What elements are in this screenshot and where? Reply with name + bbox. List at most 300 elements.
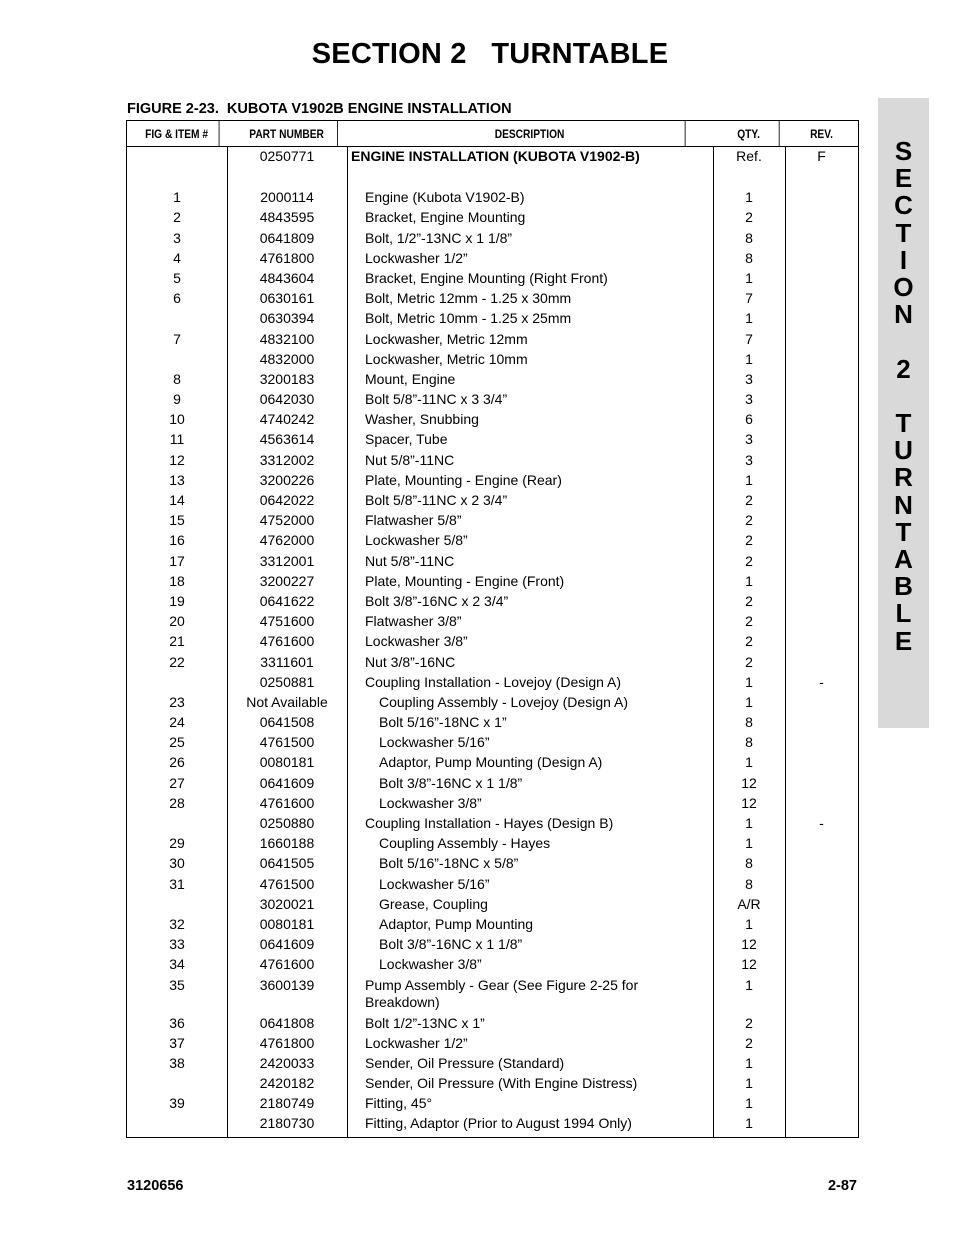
assembly-row (127, 147, 858, 167)
side-tab-letter: L (895, 598, 912, 629)
revision (785, 552, 858, 572)
part-number: 4832000 (259, 350, 315, 367)
revision (785, 208, 858, 228)
table-header (127, 121, 858, 147)
part-number: 0641609 (259, 936, 315, 953)
description: Plate, Mounting - Engine (Front) (365, 572, 565, 589)
part-number: 2180749 (259, 1095, 315, 1112)
revision (785, 955, 858, 975)
revision (785, 188, 858, 208)
quantity: Ref. (736, 148, 762, 164)
item-number (127, 673, 227, 693)
part-number: 0642022 (259, 492, 315, 508)
part-number: 3200183 (259, 370, 315, 387)
table-row (127, 895, 858, 915)
item-number (127, 1114, 227, 1134)
revision (785, 370, 858, 390)
part-number: 0641809 (259, 229, 315, 246)
table-row (127, 612, 858, 632)
table-row (127, 592, 858, 612)
description: Plate, Mounting - Engine (Rear) (365, 471, 562, 488)
description: Bolt, Metric 12mm - 1.25 x 30mm (365, 290, 572, 307)
quantity: 8 (745, 734, 753, 751)
description: Bracket, Engine Mounting (365, 209, 526, 226)
description: Bolt 3/8”-16NC x 1 1/8” (379, 774, 523, 791)
part-number: 2420182 (259, 1075, 315, 1092)
table-row (127, 451, 858, 471)
revision (785, 451, 858, 471)
item-number: 15 (169, 512, 185, 529)
table-row (127, 1034, 858, 1054)
description: Lockwasher, Metric 10mm (365, 350, 528, 367)
part-number: 0250880 (259, 815, 315, 831)
part-number: 3200226 (259, 471, 315, 488)
description: Fitting, 45° (365, 1095, 433, 1112)
col-description: DESCRIPTION (374, 121, 685, 146)
quantity: 1 (745, 1115, 753, 1132)
quantity: 8 (745, 229, 753, 246)
table-row (127, 229, 858, 249)
quantity: 1 (745, 471, 753, 488)
table-row (127, 552, 858, 572)
part-number: 4761500 (259, 875, 315, 892)
item-number: 16 (169, 532, 185, 549)
side-tab-letter: N (894, 299, 913, 330)
part-number: 4751600 (259, 613, 315, 630)
item-number (127, 309, 227, 329)
quantity: 3 (745, 391, 753, 408)
item-number: 5 (173, 269, 181, 286)
table-row (127, 1094, 858, 1114)
description: Washer, Snubbing (365, 411, 479, 428)
quantity: 1 (745, 915, 753, 932)
table-row (127, 330, 858, 350)
part-number: 2180730 (259, 1115, 315, 1132)
part-number: 4761800 (259, 1034, 315, 1051)
item-number: 13 (169, 471, 185, 488)
item-number: 21 (169, 633, 185, 650)
revision (785, 350, 858, 370)
quantity: 6 (745, 411, 753, 428)
table-row (127, 370, 858, 390)
table-row (127, 774, 858, 794)
item-number: 14 (169, 492, 185, 508)
document-number: 3120656 (127, 1178, 184, 1194)
description: Lockwasher 3/8” (379, 794, 482, 811)
column-divider (347, 147, 348, 1137)
quantity: A/R (737, 895, 761, 912)
part-number: 3311601 (260, 653, 314, 670)
item-number: 11 (169, 431, 185, 448)
table-row (127, 1014, 858, 1034)
side-tab-letter: B (894, 571, 913, 602)
description: Lockwasher 1/2” (365, 249, 468, 266)
quantity: 12 (741, 794, 757, 811)
part-number: 0630161 (259, 290, 315, 307)
item-number: 39 (169, 1095, 185, 1112)
revision (785, 471, 858, 491)
column-divider (713, 147, 714, 1137)
description: Bolt 3/8”-16NC x 2 3/4” (365, 592, 509, 609)
revision (785, 632, 858, 652)
part-number: 3200227 (259, 572, 315, 589)
quantity: 1 (745, 815, 753, 831)
description: Lockwasher 5/8” (365, 532, 468, 549)
description: Bolt 3/8”-16NC x 1 1/8” (379, 936, 523, 953)
quantity: 8 (745, 875, 753, 892)
item-number (127, 895, 227, 915)
table-row (127, 753, 858, 773)
description: Bolt, Metric 10mm - 1.25 x 25mm (365, 310, 572, 327)
side-tab-letter: S (894, 136, 913, 166)
quantity: 2 (745, 1034, 753, 1051)
revision (785, 289, 858, 309)
part-number: 3600139 (259, 976, 315, 993)
item-number: 19 (169, 592, 185, 609)
part-number: 0641505 (259, 855, 315, 872)
description: Bolt 5/8”-11NC x 3 3/4” (365, 391, 508, 408)
description: Pump Assembly - Gear (See Figure 2-25 for Breakdown) (365, 976, 639, 1010)
col-qty: QTY. (718, 121, 779, 146)
side-tab-letter: T (895, 516, 912, 547)
table-row (127, 632, 858, 652)
part-number: 3312002 (259, 451, 315, 468)
item-number: 7 (173, 330, 181, 347)
description: Fitting, Adaptor (Prior to August 1994 Only) (365, 1115, 632, 1132)
quantity: 7 (745, 330, 753, 347)
quantity: 1 (745, 673, 753, 690)
page-number: 2-87 (827, 1178, 857, 1194)
revision (785, 653, 858, 673)
table-row (127, 269, 858, 289)
part-number: 0641808 (259, 1014, 315, 1031)
quantity: 1 (745, 310, 753, 327)
side-tab-letter: U (894, 435, 913, 466)
quantity: 2 (745, 512, 753, 529)
revision (785, 915, 858, 935)
description: Flatwasher 3/8” (365, 613, 462, 630)
revision (785, 612, 858, 632)
table-row (127, 572, 858, 592)
revision (785, 774, 858, 794)
revision (785, 531, 858, 551)
item-number: 2 (173, 209, 181, 226)
description: Coupling Assembly - Lovejoy (Design A) (379, 693, 629, 710)
quantity: 1 (745, 350, 753, 367)
revision (785, 390, 858, 410)
part-number: 4761600 (259, 956, 315, 973)
parts-table (126, 120, 859, 1138)
table-row (127, 511, 858, 531)
part-number: 0642030 (259, 391, 315, 408)
part-number: 4843595 (259, 209, 315, 226)
revision (785, 430, 858, 450)
item-number: 28 (169, 794, 185, 811)
col-part-number: PART NUMBER (236, 121, 338, 146)
description: Lockwasher 1/2” (365, 1034, 468, 1051)
item-number: 9 (173, 391, 181, 408)
quantity: 1 (745, 976, 753, 993)
description: Engine (Kubota V1902-B) (365, 189, 525, 206)
part-number: 1660188 (259, 835, 315, 852)
quantity: 3 (745, 370, 753, 387)
part-number: 0250881 (259, 673, 315, 690)
quantity: 8 (745, 855, 753, 872)
revision (785, 854, 858, 874)
table-row (127, 733, 858, 753)
table-row (127, 794, 858, 814)
table-row (127, 834, 858, 854)
quantity: 2 (745, 633, 753, 650)
revision (785, 875, 858, 895)
part-number: 0641609 (259, 774, 315, 791)
description: Bolt 5/16”-18NC x 5/8” (379, 855, 519, 872)
table-row (127, 693, 858, 713)
description: Lockwasher 5/16” (379, 875, 490, 892)
revision: - (819, 673, 824, 690)
revision: F (817, 148, 826, 164)
side-tab-letter: 2 (896, 353, 911, 384)
part-number: 4761600 (259, 633, 315, 650)
description: Lockwasher 3/8” (365, 633, 468, 650)
item-number: 30 (169, 855, 185, 872)
revision: - (819, 815, 824, 831)
revision (785, 1014, 858, 1034)
item-number: 23 (169, 693, 185, 710)
quantity: 1 (745, 572, 753, 589)
revision (785, 794, 858, 814)
quantity: 2 (745, 613, 753, 630)
table-row (127, 289, 858, 309)
quantity: 1 (745, 189, 753, 206)
table-row (127, 814, 858, 834)
table-row (127, 1114, 858, 1134)
side-tab-letter: I (899, 244, 908, 275)
side-tab-letter: T (895, 217, 912, 248)
description: Sender, Oil Pressure (Standard) (365, 1054, 565, 1071)
revision (785, 330, 858, 350)
item-number (127, 147, 227, 167)
item-number: 6 (173, 290, 181, 307)
side-tab-letter: C (894, 190, 913, 221)
quantity: 1 (745, 754, 753, 771)
revision (785, 309, 858, 329)
item-number: 31 (169, 875, 185, 892)
revision (785, 592, 858, 612)
part-number: 2000114 (260, 189, 314, 206)
part-number: 0630394 (259, 310, 315, 327)
table-row (127, 915, 858, 935)
item-number: 27 (169, 774, 185, 791)
item-number: 34 (169, 956, 185, 973)
quantity: 12 (741, 936, 757, 953)
quantity: 1 (745, 1054, 753, 1071)
part-number: 0250771 (259, 148, 315, 164)
part-number: 0080181 (259, 915, 315, 932)
table-row (127, 955, 858, 975)
description: Sender, Oil Pressure (With Engine Distress) (365, 1075, 638, 1092)
description: Bolt 5/16”-18NC x 1” (379, 714, 507, 731)
table-row (127, 430, 858, 450)
table-row (127, 249, 858, 269)
quantity: 12 (741, 774, 757, 791)
description: Coupling Assembly - Hayes (379, 835, 551, 852)
part-number: 3020021 (259, 895, 315, 912)
part-number: 0641622 (259, 592, 315, 609)
item-number: 26 (169, 754, 185, 771)
parts-rows (127, 188, 858, 1134)
quantity: 8 (745, 249, 753, 266)
table-row (127, 673, 858, 693)
part-number: 4761600 (259, 794, 315, 811)
side-tab-letter: E (894, 163, 913, 194)
table-row (127, 653, 858, 673)
part-number: 4762000 (259, 532, 315, 549)
col-rev: REV. (810, 126, 833, 141)
revision (785, 753, 858, 773)
quantity: 12 (741, 956, 757, 973)
revision (785, 410, 858, 430)
part-number: 0080181 (259, 754, 315, 771)
item-number: 4 (173, 249, 181, 266)
description: Adaptor, Pump Mounting (379, 915, 534, 932)
revision (785, 935, 858, 955)
part-number: 4563614 (259, 431, 315, 448)
side-tab-letter: A (894, 544, 913, 574)
item-number: 10 (169, 411, 185, 428)
revision (785, 1034, 858, 1054)
quantity: 1 (745, 1095, 753, 1112)
side-tab-letter: N (894, 489, 913, 520)
revision (785, 1094, 858, 1114)
item-number (127, 350, 227, 370)
item-number: 38 (169, 1054, 185, 1071)
quantity: 1 (745, 693, 753, 710)
description: Spacer, Tube (365, 431, 448, 448)
part-number: 3312001 (259, 552, 315, 569)
side-tab-letter: E (894, 625, 913, 656)
revision (785, 1074, 858, 1094)
section-title: SECTION 2 TURNTABLE (311, 38, 669, 70)
item-number: 3 (173, 229, 181, 246)
column-divider (785, 147, 786, 1137)
item-number: 35 (169, 976, 185, 993)
row-spacer (127, 167, 858, 188)
table-row (127, 976, 858, 1014)
revision (785, 269, 858, 289)
item-number: 33 (169, 936, 185, 953)
description: Nut 5/8”-11NC (365, 451, 455, 468)
description: Nut 5/8”-11NC (365, 552, 455, 569)
table-row (127, 188, 858, 208)
part-number: 4752000 (259, 512, 315, 529)
col-fig-item: FIG & ITEM # (135, 121, 220, 146)
revision (785, 976, 858, 1014)
item-number: 8 (173, 370, 181, 387)
table-row (127, 350, 858, 370)
quantity: 2 (745, 532, 753, 549)
revision (785, 1054, 858, 1074)
description: Mount, Engine (365, 370, 456, 387)
table-row (127, 471, 858, 491)
item-number: 37 (169, 1034, 185, 1051)
item-number: 12 (169, 451, 185, 468)
table-row (127, 491, 858, 511)
revision (785, 229, 858, 249)
quantity: 1 (745, 1075, 753, 1092)
description: Adaptor, Pump Mounting (Design A) (379, 754, 603, 771)
revision (785, 511, 858, 531)
description: Grease, Coupling (379, 895, 488, 912)
revision (785, 895, 858, 915)
table-row (127, 875, 858, 895)
item-number: 22 (169, 653, 185, 670)
description: Bracket, Engine Mounting (Right Front) (365, 269, 608, 286)
table-row (127, 410, 858, 430)
section-side-tab (878, 98, 929, 728)
column-divider (227, 147, 228, 1137)
part-number: Not Available (246, 693, 328, 710)
description: Lockwasher, Metric 12mm (365, 330, 528, 347)
table-body (127, 147, 858, 1137)
table-row (127, 1074, 858, 1094)
item-number: 1 (173, 189, 181, 206)
item-number (127, 1074, 227, 1094)
table-row (127, 390, 858, 410)
part-number: 4832100 (259, 330, 315, 347)
revision (785, 834, 858, 854)
figure-title: FIGURE 2-23. KUBOTA V1902B ENGINE INSTALLATION (127, 101, 512, 117)
table-row (127, 1054, 858, 1074)
description: Flatwasher 5/8” (365, 512, 462, 529)
part-number: 4761500 (259, 734, 315, 751)
revision (785, 1114, 858, 1134)
table-row (127, 208, 858, 228)
part-number: 4761800 (259, 249, 315, 266)
item-number: 18 (169, 572, 185, 589)
description: Bolt, 1/2”-13NC x 1 1/8” (365, 229, 513, 246)
item-number: 17 (169, 552, 185, 569)
revision (785, 713, 858, 733)
side-tab-letter: R (894, 462, 913, 493)
item-number: 36 (169, 1014, 185, 1031)
quantity: 2 (745, 552, 753, 569)
revision (785, 693, 858, 713)
part-number: 2420033 (259, 1054, 315, 1071)
quantity: 2 (745, 492, 753, 508)
quantity: 7 (745, 290, 753, 307)
part-number: 4740242 (259, 411, 315, 428)
revision (785, 249, 858, 269)
quantity: 2 (745, 1014, 753, 1031)
quantity: 1 (745, 269, 753, 286)
item-number: 25 (169, 734, 185, 751)
revision (785, 572, 858, 592)
revision (785, 491, 858, 511)
table-row (127, 309, 858, 329)
description: Bolt 5/8”-11NC x 2 3/4” (365, 492, 508, 508)
quantity: 2 (745, 592, 753, 609)
table-row (127, 854, 858, 874)
table-row (127, 935, 858, 955)
description: Coupling Installation - Lovejoy (Design A) (365, 673, 622, 690)
description: Coupling Installation - Hayes (Design B) (365, 815, 614, 831)
description: Bolt 1/2”-13NC x 1” (365, 1014, 485, 1031)
item-number (127, 814, 227, 834)
item-number: 29 (169, 835, 185, 852)
description: Lockwasher 5/16” (379, 734, 490, 751)
side-tab-letter: T (895, 408, 912, 438)
